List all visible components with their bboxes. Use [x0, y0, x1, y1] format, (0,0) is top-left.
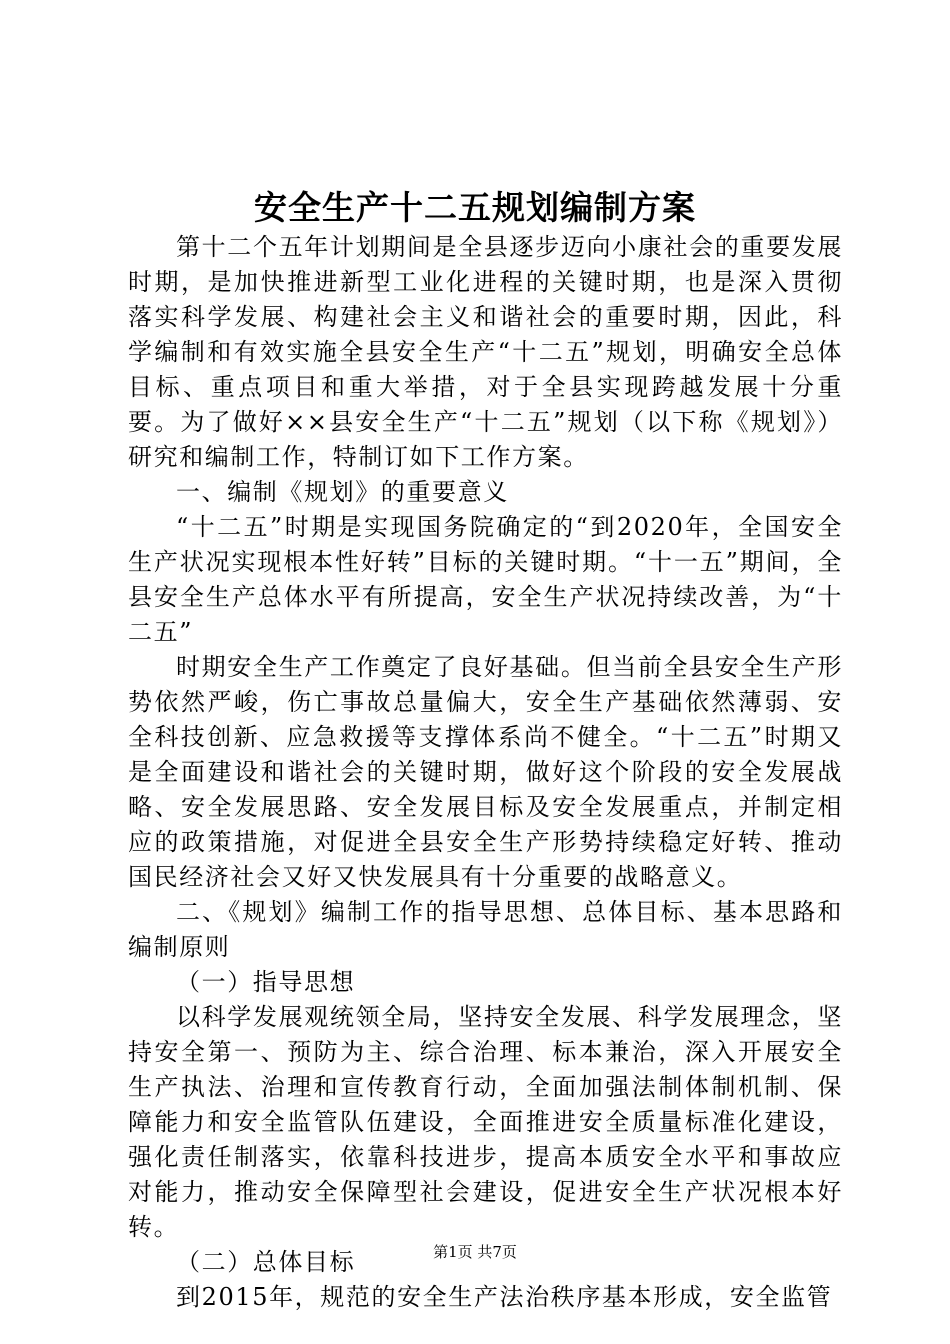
paragraph-significance-2: 时期安全生产工作奠定了良好基础。但当前全县安全生产形势依然严峻，伤亡事故总量偏大，安全生产基础依然薄弱、安全科技创新、应急救援等支撑体系尚不健全。“十二五”时期又是全面建设和谐社会的关键时期，做好这个阶段的安全发展战略、安全发展思路、安全发展目标及安全发展重点，并制定相应的政策措施，对促进全县安全生产形势持续稳定好转、推动国民经济社会又好又快发展具有十分重要的战略意义。: [128, 653, 843, 891]
document-body: [128, 230, 843, 1315]
heading-subsection-2: （二）总体目标: [176, 1248, 356, 1276]
paragraph-overall-goal: 到2015年，规范的安全生产法治秩序基本形成，安全监管: [176, 1283, 833, 1311]
heading-subsection-1: （一）指导思想: [176, 968, 356, 996]
heading-section-1: 一、编制《规划》的重要意义: [176, 478, 509, 506]
page-number: 第1页 共7页: [433, 1243, 517, 1261]
document-title: 安全生产十二五规划编制方案: [254, 188, 696, 227]
paragraph-significance-1: “十二五”时期是实现国务院确定的“到2020年，全国安全生产状况实现根本性好转”目标的关键时期。“十一五”期间，全县安全生产总体水平有所提高，安全生产状况持续改善，为“十二五”: [128, 513, 843, 646]
heading-section-2: 二、《规划》编制工作的指导思想、总体目标、基本思路和编制原则: [128, 898, 843, 961]
paragraph-intro: 第十二个五年计划期间是全县逐步迈向小康社会的重要发展时期，是加快推进新型工业化进程的关键时期，也是深入贯彻落实科学发展、构建社会主义和谐社会的重要时期，因此，科学编制和有效实施全县安全生产“十二五”规划，明确安全总体目标、重点项目和重大举措，对于全县实现跨越发展十分重要。为了做好××县安全生产“十二五”规划（以下称《规划》）研究和编制工作，特制订如下工作方案。: [128, 233, 843, 471]
paragraph-guiding-ideology: 以科学发展观统领全局，坚持安全发展、科学发展理念，坚持安全第一、预防为主、综合治理、标本兼治，深入开展安全生产执法、治理和宣传教育行动，全面加强法制体制机制、保障能力和安全监管队伍建设，全面推进安全质量标准化建设，强化责任制落实，依靠科技进步，提高本质安全水平和事故应对能力，推动安全保障型社会建设，促进安全生产状况根本好转。: [128, 1003, 843, 1241]
